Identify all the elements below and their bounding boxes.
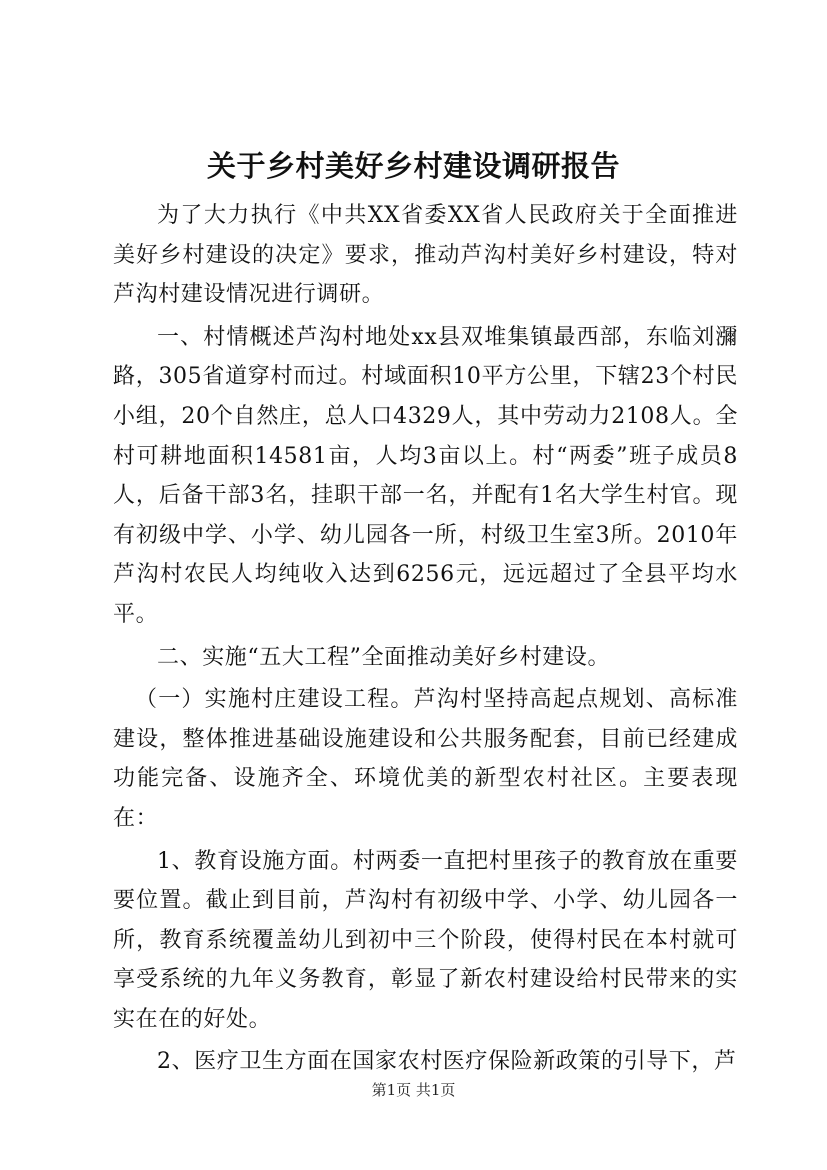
document-body xyxy=(113,196,738,1085)
paragraph-intro: 为了大力执行《中共XX省委XX省人民政府关于全面推进美好乡村建设的决定》要求，推动芦沟村美好乡村建设，特对芦沟村建设情况进行调研。 xyxy=(113,203,738,308)
paragraph-village-overview: 一、村情概述芦沟村地处xx县双堆集镇最西部，东临刘瀰路，305省道穿村而过。村域面积10平方公里，下辖23个村民小组，20个自然庄，总人口4329人，其中劳动力2108人。全村可耕地面积14581亩，人均3亩以上。村“两委”班子成员8人，后备干部3名，挂职干部一名，并配有1名大学生村官。现有初级中学、小学、幼儿园各一所，村级卫生室3所。2010年芦沟村农民人均纯收入达到6256元，远远超过了全县平均水平。 xyxy=(113,324,738,627)
paragraph-section-heading: 二、实施“五大工程”全面推动美好乡村建设。 xyxy=(157,644,611,670)
paragraph-healthcare: 2、医疗卫生方面在国家农村医疗保险新政策的引导下，芦 xyxy=(157,1049,737,1075)
page-footer: 第1页 共1页 xyxy=(371,1081,456,1099)
document-title: 关于乡村美好乡村建设调研报告 xyxy=(206,149,620,183)
paragraph-village-construction: （一）实施村庄建设工程。芦沟村坚持高起点规划、高标准建设，整体推进基础设施建设和公共服务配套，目前已经建成功能完备、设施齐全、环境优美的新型农村社区。主要表现在： xyxy=(113,687,738,831)
paragraph-education: 1、教育设施方面。村两委一直把村里孩子的教育放在重要要位置。截止到目前，芦沟村有初级中学、小学、幼儿园各一所，教育系统覆盖幼儿到初中三个阶段，使得村民在本村就可享受系统的九年义务教育，彰显了新农村建设给村民带来的实实在在的好处。 xyxy=(113,848,738,1032)
